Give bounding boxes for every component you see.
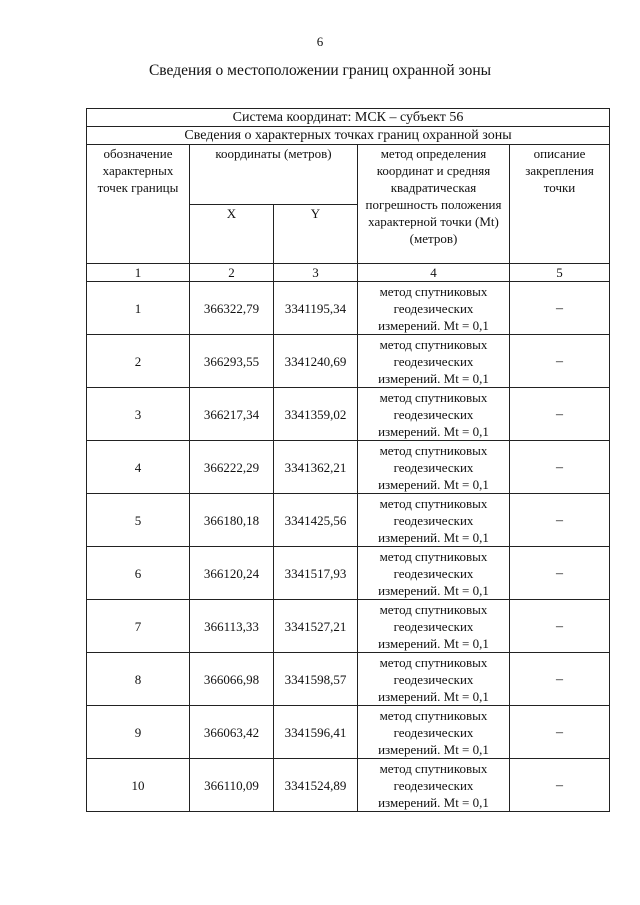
y-cell: 3341240,69 (274, 335, 358, 388)
x-cell: 366322,79 (190, 282, 274, 335)
method-cell: метод спутниковых геодезических измерений. Mt = 0,1 (358, 653, 510, 706)
page-number: 6 (316, 34, 324, 49)
description-cell: – (510, 759, 610, 812)
method-cell: метод спутниковых геодезических измерений. Mt = 0,1 (358, 441, 510, 494)
x-cell: 366113,33 (190, 600, 274, 653)
y-cell: 3341596,41 (274, 706, 358, 759)
description-cell: – (510, 706, 610, 759)
point-cell: 9 (87, 706, 190, 759)
point-cell: 8 (87, 653, 190, 706)
x-cell: 366066,98 (190, 653, 274, 706)
description-cell: – (510, 547, 610, 600)
description-cell: – (510, 600, 610, 653)
table-body (87, 282, 610, 812)
x-cell: 366063,42 (190, 706, 274, 759)
header-coords: координаты (метров) (190, 145, 358, 205)
method-cell: метод спутниковых геодезических измерений. Mt = 0,1 (358, 388, 510, 441)
method-cell: метод спутниковых геодезических измерений. Mt = 0,1 (358, 335, 510, 388)
x-cell: 366222,29 (190, 441, 274, 494)
column-number: 5 (510, 264, 610, 282)
method-cell: метод спутниковых геодезических измерений. Mt = 0,1 (358, 706, 510, 759)
y-cell: 3341425,56 (274, 494, 358, 547)
coordinate-system-label: Система координат: МСК – субъект 56 (87, 109, 610, 127)
point-cell: 6 (87, 547, 190, 600)
column-number: 3 (274, 264, 358, 282)
y-cell: 3341527,21 (274, 600, 358, 653)
point-cell: 5 (87, 494, 190, 547)
y-cell: 3341362,21 (274, 441, 358, 494)
table-row (87, 759, 610, 812)
x-cell: 366110,09 (190, 759, 274, 812)
description-cell: – (510, 335, 610, 388)
description-cell: – (510, 653, 610, 706)
point-cell: 7 (87, 600, 190, 653)
y-cell: 3341195,34 (274, 282, 358, 335)
coordinate-system-row (87, 109, 610, 127)
header-x: X (190, 204, 274, 264)
table-row (87, 547, 610, 600)
table-row (87, 282, 610, 335)
header-point: обозначение характерных точек границы (87, 145, 190, 264)
description-cell: – (510, 282, 610, 335)
method-cell: метод спутниковых геодезических измерений. Mt = 0,1 (358, 282, 510, 335)
table-row (87, 388, 610, 441)
y-cell: 3341524,89 (274, 759, 358, 812)
point-cell: 2 (87, 335, 190, 388)
table-row (87, 441, 610, 494)
table-row (87, 600, 610, 653)
method-cell: метод спутниковых геодезических измерений. Mt = 0,1 (358, 494, 510, 547)
header-y: Y (274, 204, 358, 264)
description-cell: – (510, 388, 610, 441)
description-cell: – (510, 441, 610, 494)
method-cell: метод спутниковых геодезических измерений. Mt = 0,1 (358, 600, 510, 653)
section-title: Сведения о характерных точках границ охранной зоны (87, 127, 610, 145)
point-cell: 3 (87, 388, 190, 441)
column-number: 1 (87, 264, 190, 282)
x-cell: 366180,18 (190, 494, 274, 547)
table-row (87, 335, 610, 388)
y-cell: 3341359,02 (274, 388, 358, 441)
table-row (87, 706, 610, 759)
section-title-row (87, 127, 610, 145)
column-number: 4 (358, 264, 510, 282)
description-cell: – (510, 494, 610, 547)
method-cell: метод спутниковых геодезических измерений. Mt = 0,1 (358, 547, 510, 600)
y-cell: 3341598,57 (274, 653, 358, 706)
table-row (87, 653, 610, 706)
x-cell: 366293,55 (190, 335, 274, 388)
header-method: метод определения координат и средняя квадратическая погрешность положения характерной точки (Mt) (метров) (358, 145, 510, 264)
x-cell: 366120,24 (190, 547, 274, 600)
column-numbers-row (87, 264, 610, 282)
document-title: Сведения о местоположении границ охранной зоны (148, 62, 492, 79)
point-cell: 4 (87, 441, 190, 494)
point-cell: 10 (87, 759, 190, 812)
header-row (87, 145, 610, 205)
y-cell: 3341517,93 (274, 547, 358, 600)
table-row (87, 494, 610, 547)
column-number: 2 (190, 264, 274, 282)
point-cell: 1 (87, 282, 190, 335)
header-description: описание закрепления точки (510, 145, 610, 264)
x-cell: 366217,34 (190, 388, 274, 441)
boundary-points-table (86, 108, 610, 812)
method-cell: метод спутниковых геодезических измерений. Mt = 0,1 (358, 759, 510, 812)
